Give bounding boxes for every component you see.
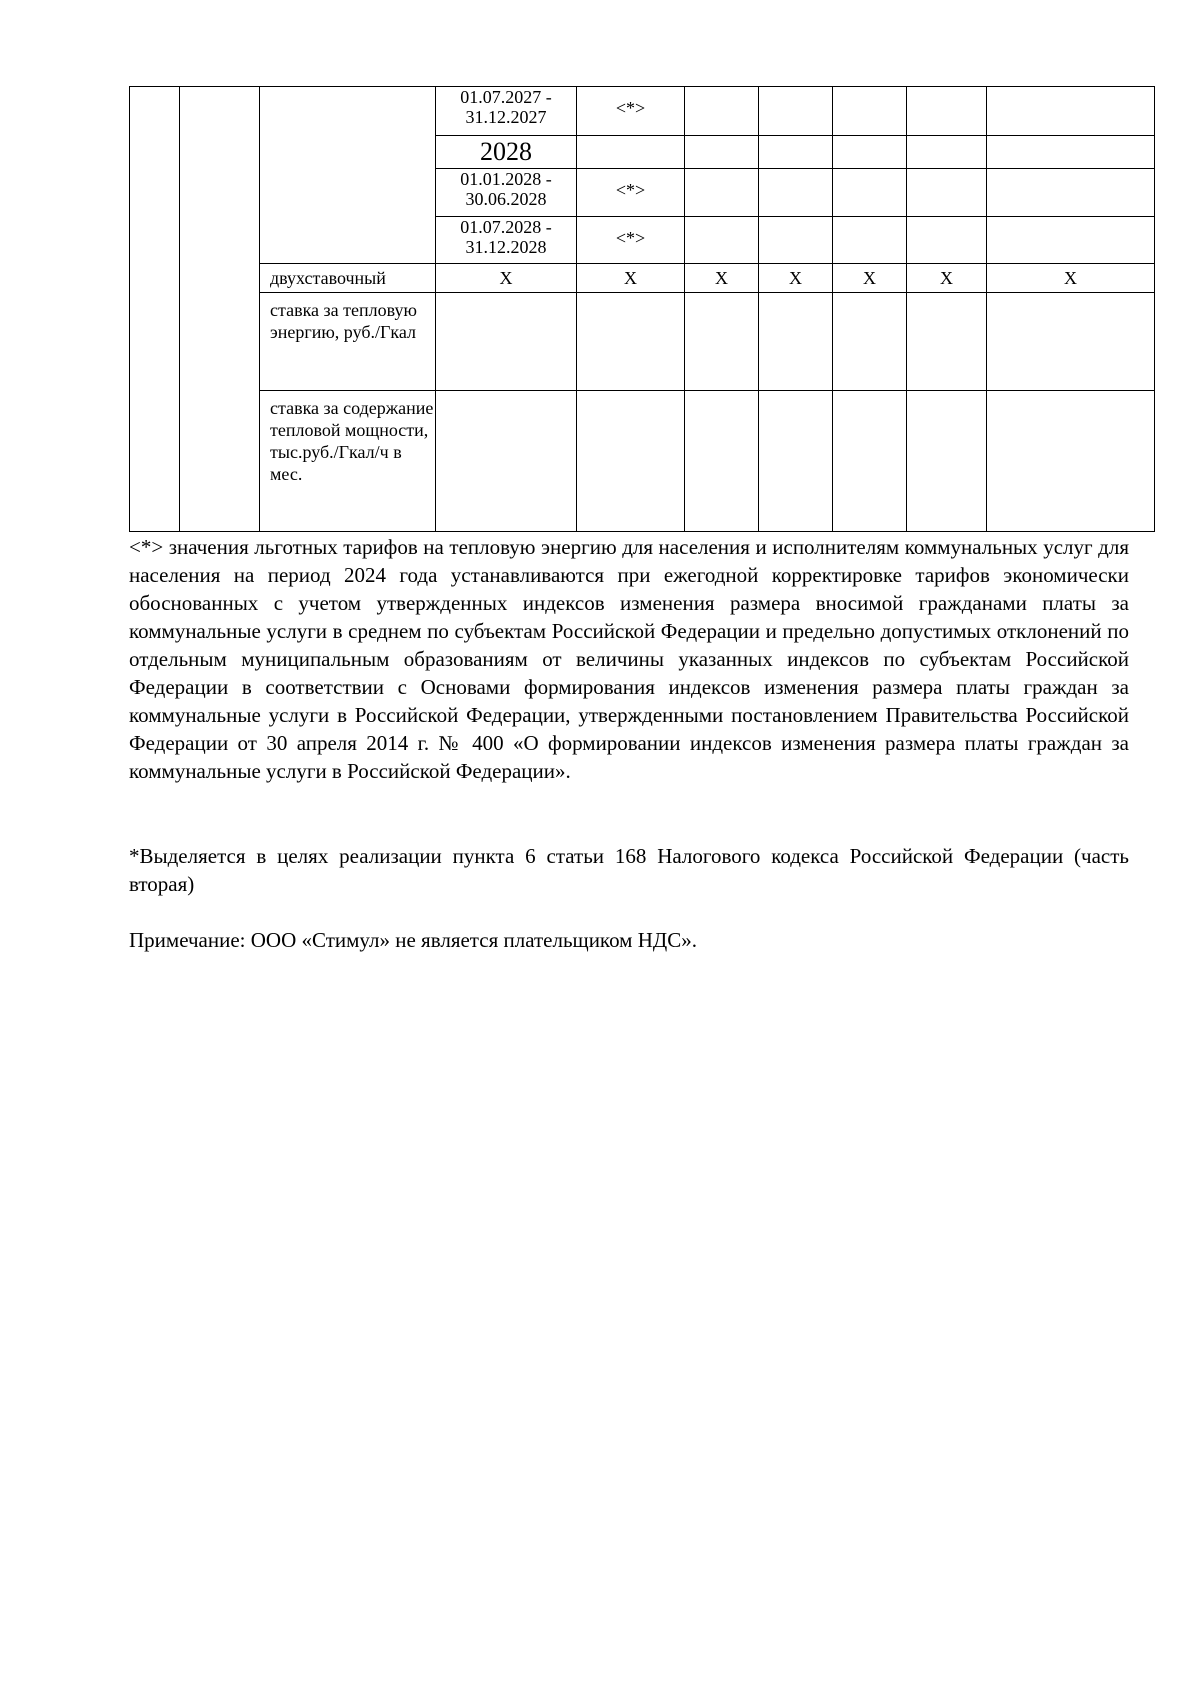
table-cell <box>260 87 436 264</box>
table-cell <box>907 136 987 169</box>
table-cell <box>833 87 907 136</box>
table-cell <box>685 169 759 217</box>
table-cell <box>685 293 759 391</box>
table-cell <box>577 293 685 391</box>
table-cell <box>833 169 907 217</box>
table-cell <box>759 136 833 169</box>
table-cell <box>577 136 685 169</box>
two-part-label: двухставочный <box>260 264 436 293</box>
table-cell <box>759 391 833 532</box>
table-cell <box>759 217 833 264</box>
table-cell <box>436 391 577 532</box>
x-cell: X <box>436 264 577 293</box>
table-cell <box>987 217 1155 264</box>
table-cell <box>907 391 987 532</box>
table-row <box>130 391 1155 532</box>
table-cell <box>759 293 833 391</box>
mark-cell: <*> <box>577 87 685 136</box>
tariff-table <box>129 86 1155 532</box>
table-cell <box>907 293 987 391</box>
x-cell: X <box>987 264 1155 293</box>
table-cell <box>987 136 1155 169</box>
table-row <box>130 264 1155 293</box>
table-cell <box>833 293 907 391</box>
table-row <box>130 293 1155 391</box>
table-cell <box>833 136 907 169</box>
table-cell <box>685 87 759 136</box>
rate-capacity-label: ставка за содержание тепловой мощности, тыс.руб./Гкал/ч в мес. <box>260 391 436 532</box>
table-cell <box>759 87 833 136</box>
table-cell <box>987 391 1155 532</box>
table-row <box>130 87 1155 136</box>
period-cell: 01.01.2028 - 30.06.2028 <box>436 169 577 217</box>
year-cell: 2028 <box>436 136 577 169</box>
table-cell <box>685 136 759 169</box>
rate-energy-label: ставка за тепловую энергию, руб./Гкал <box>260 293 436 391</box>
table-cell <box>907 169 987 217</box>
table-cell <box>180 87 260 532</box>
table-cell <box>907 87 987 136</box>
table-cell <box>577 391 685 532</box>
table-cell <box>987 87 1155 136</box>
footnote-vat: *Выделяется в целях реализации пункта 6 статьи 168 Налогового кодекса Российской Федерации (часть вторая) <box>129 844 1129 896</box>
period-cell: 01.07.2027 - 31.12.2027 <box>436 87 577 136</box>
x-cell: X <box>907 264 987 293</box>
table-cell <box>833 217 907 264</box>
table-cell <box>685 391 759 532</box>
x-cell: X <box>833 264 907 293</box>
table-cell <box>907 217 987 264</box>
table-cell <box>987 293 1155 391</box>
x-cell: X <box>685 264 759 293</box>
table-cell <box>130 87 180 532</box>
table-cell <box>833 391 907 532</box>
table-cell <box>987 169 1155 217</box>
table-cell <box>685 217 759 264</box>
table-cell <box>759 169 833 217</box>
table-cell <box>436 293 577 391</box>
period-cell: 01.07.2028 - 31.12.2028 <box>436 217 577 264</box>
x-cell: X <box>759 264 833 293</box>
mark-cell: <*> <box>577 217 685 264</box>
footnote-remark: Примечание: ООО «Стимул» не является плательщиком НДС». <box>129 928 697 952</box>
mark-cell: <*> <box>577 169 685 217</box>
x-cell: X <box>577 264 685 293</box>
footnote-star: <*> значения льготных тарифов на тепловую энергию для населения и исполнителям коммунальных услуг для населения на период 2024 года устанавливаются при ежегодной корректировке тарифов экономически обоснованных с учетом утвержденных индексов изменения размера вносимой гражданами платы за коммунальные услуги в среднем по субъектам Российской Федерации и предельно допустимых отклонений по отдельным муниципальным образованиям от величины указанных индексов по субъектам Российской Федерации в соответствии с Основами формирования индексов изменения размера платы граждан за коммунальные услуги в Российской Федерации, утвержденными постановлением Правительства Российской Федерации от 30 апреля 2014 г. № 400 «О формировании индексов изменения размера платы граждан за коммунальные услуги в Российской Федерации». <box>129 535 1129 783</box>
